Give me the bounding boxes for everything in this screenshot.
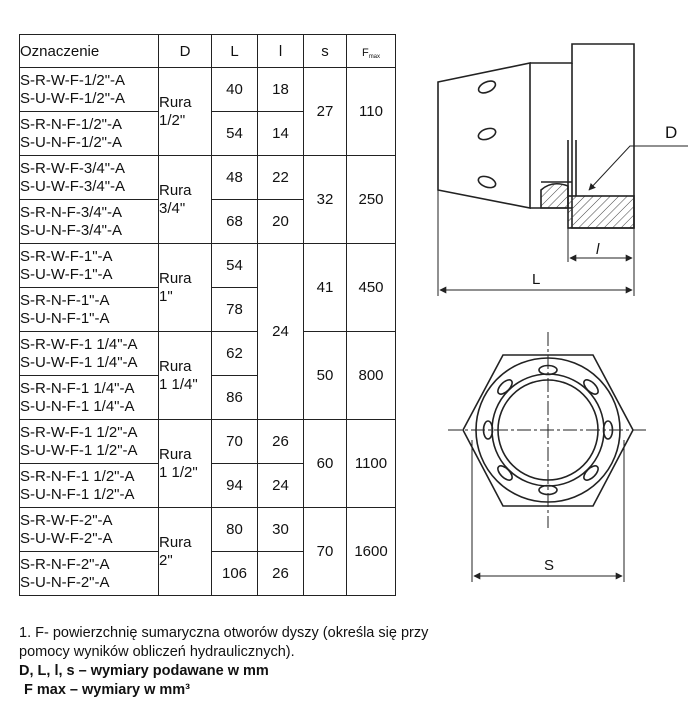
l-cell: 22 — [258, 156, 304, 200]
fmax-cell: 1600 — [347, 508, 396, 596]
L-cell: 86 — [212, 376, 258, 420]
diameter-line: Rura — [159, 357, 192, 375]
L-cell: 54 — [212, 244, 258, 288]
diameter-line: Rura — [159, 533, 192, 551]
L-cell: 70 — [212, 420, 258, 464]
l-cell: 18 — [258, 68, 304, 112]
header-s: s — [304, 35, 347, 68]
designation-line: S-U-N-F-2"-A — [20, 573, 110, 591]
designation-line: S-R-N-F-1 1/4"-A — [20, 379, 135, 397]
diameter-line: 1 1/2" — [159, 463, 198, 481]
label-l: l — [596, 241, 600, 258]
designation-line: S-R-N-F-2"-A — [20, 555, 110, 573]
L-cell: 48 — [212, 156, 258, 200]
l-cell: 20 — [258, 200, 304, 244]
diameter-line: 1/2" — [159, 111, 186, 129]
L-cell: 54 — [212, 112, 258, 156]
s-cell: 60 — [304, 420, 347, 508]
s-cell: 41 — [304, 244, 347, 332]
designation-line: S-R-W-F-2"-A — [20, 511, 113, 529]
designation-line: S-R-W-F-1"-A — [20, 247, 113, 265]
L-cell: 80 — [212, 508, 258, 552]
note-line: pomocy wyników obliczeń hydraulicznych). — [19, 644, 295, 660]
label-L: L — [532, 271, 541, 288]
designation-line: S-R-N-F-3/4"-A — [20, 203, 122, 221]
l-cell: 14 — [258, 112, 304, 156]
s-cell: 50 — [304, 332, 347, 420]
header-d: D — [159, 35, 212, 68]
header-l: l — [258, 35, 304, 68]
designation-line: S-R-W-F-3/4"-A — [20, 159, 126, 177]
note-line: 1. F- powierzchnię sumaryczna otworów dyszy (określa się przy — [19, 625, 429, 641]
s-cell: 70 — [304, 508, 347, 596]
header-f-sub: max — [368, 53, 381, 60]
diameter-line: 1 1/4" — [159, 375, 198, 393]
designation-line: S-U-W-F-1 1/2"-A — [20, 441, 138, 459]
designation-line: S-U-N-F-3/4"-A — [20, 221, 122, 239]
designation-line: S-U-N-F-1 1/4"-A — [20, 397, 135, 415]
L-cell: 40 — [212, 68, 258, 112]
note-units-fmax: F max – wymiary w mm³ — [24, 682, 191, 698]
designation-line: S-U-W-F-3/4"-A — [20, 177, 126, 195]
designation-line: S-U-W-F-2"-A — [20, 529, 113, 547]
fmax-cell: 450 — [347, 244, 396, 332]
header-L: L — [212, 35, 258, 68]
diameter-line: 1" — [159, 287, 173, 305]
designation-line: S-R-W-F-1 1/2"-A — [20, 423, 138, 441]
designation-line: S-R-N-F-1 1/2"-A — [20, 467, 135, 485]
s-cell: 27 — [304, 68, 347, 156]
nozzle-side-view — [438, 44, 688, 296]
diameter-line: Rura — [159, 445, 192, 463]
diameter-line: Rura — [159, 269, 192, 287]
diameter-line: Rura — [159, 181, 192, 199]
header-oznaczenie: Oznaczenie — [20, 35, 159, 68]
fmax-cell: 250 — [347, 156, 396, 244]
L-cell: 78 — [212, 288, 258, 332]
designation-line: S-R-N-F-1/2"-A — [20, 115, 122, 133]
diameter-line: Rura — [159, 93, 192, 111]
l-cell: 26 — [258, 420, 304, 464]
designation-line: S-R-N-F-1"-A — [20, 291, 110, 309]
note-units-dimensions: D, L, l, s – wymiary podawane w mm — [19, 663, 269, 679]
fmax-cell: 110 — [347, 68, 396, 156]
nozzle-front-view — [448, 332, 648, 582]
L-cell: 94 — [212, 464, 258, 508]
designation-line: S-U-N-F-1/2"-A — [20, 133, 122, 151]
designation-line: S-U-N-F-1 1/2"-A — [20, 485, 135, 503]
fmax-cell: 1100 — [347, 420, 396, 508]
L-cell: 106 — [212, 552, 258, 596]
L-cell: 62 — [212, 332, 258, 376]
L-cell: 68 — [212, 200, 258, 244]
header-f-main: F — [361, 46, 369, 59]
s-cell: 32 — [304, 156, 347, 244]
label-s: S — [544, 557, 555, 574]
diameter-line: 2" — [159, 551, 173, 569]
designation-line: S-R-W-F-1 1/4"-A — [20, 335, 138, 353]
l-cell: 30 — [258, 508, 304, 552]
label-D: D — [665, 123, 678, 142]
designation-line: S-R-W-F-1/2"-A — [20, 71, 126, 89]
designation-line: S-U-W-F-1"-A — [20, 265, 113, 283]
designation-line: S-U-W-F-1/2"-A — [20, 89, 126, 107]
l-cell: 24 — [258, 464, 304, 508]
notes — [19, 624, 428, 700]
diameter-line: 3/4" — [159, 199, 186, 217]
l-cell-shared: 24 — [258, 244, 304, 420]
fmax-cell: 800 — [347, 332, 396, 420]
designation-line: S-U-W-F-1 1/4"-A — [20, 353, 138, 371]
l-cell: 26 — [258, 552, 304, 596]
designation-line: S-U-N-F-1"-A — [20, 309, 110, 327]
